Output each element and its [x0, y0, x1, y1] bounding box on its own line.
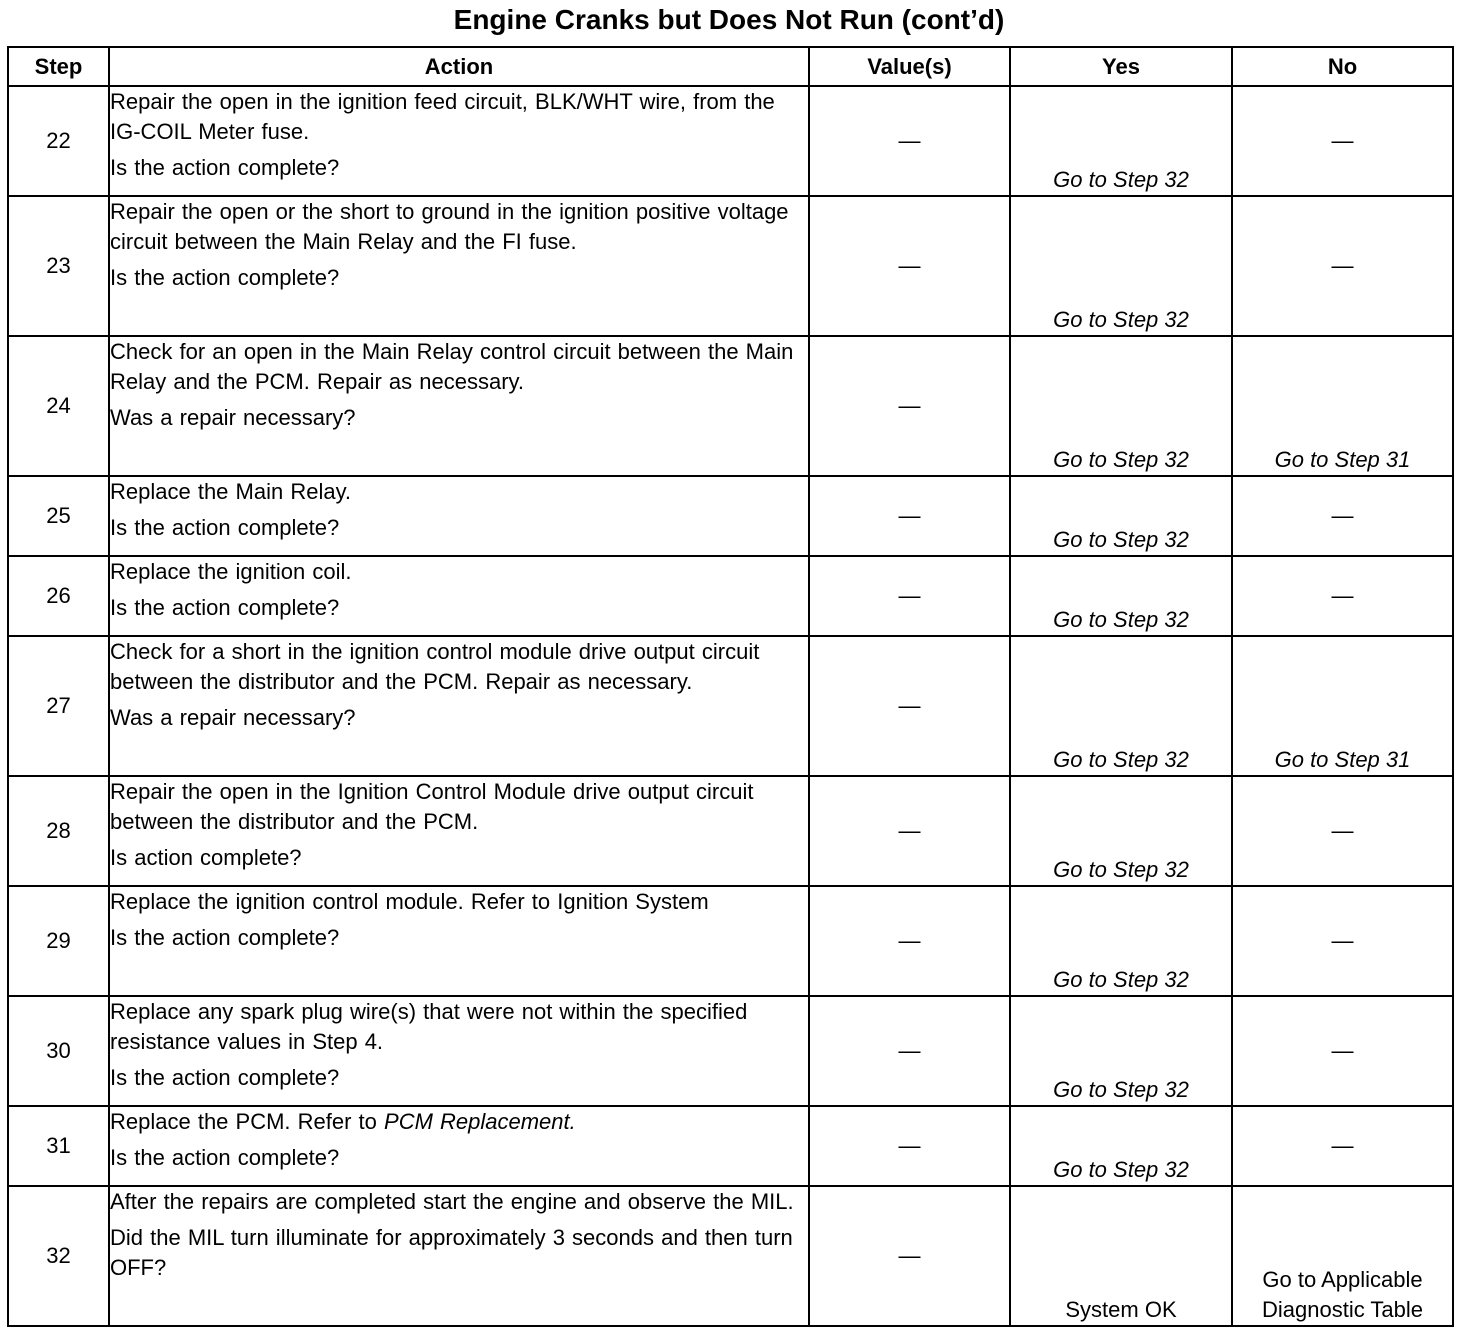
- yes-result: Go to Step 32: [1010, 636, 1232, 776]
- action-question: Was a repair necessary?: [110, 705, 356, 730]
- no-result: —: [1232, 476, 1453, 556]
- table-row: [8, 1106, 1453, 1186]
- action-instruction: Repair the open in the Ignition Control Module drive output circuit between the distributor and the PCM.: [110, 779, 754, 834]
- diagnostic-table: [7, 46, 1454, 1327]
- yes-result: System OK: [1010, 1186, 1232, 1326]
- action-instruction: Repair the open in the ignition feed circuit, BLK/WHT wire, from the IG-COIL Meter fuse.: [110, 89, 775, 144]
- action-question: Did the MIL turn illuminate for approximately 3 seconds and then turn OFF?: [110, 1225, 793, 1280]
- no-result: —: [1232, 776, 1453, 886]
- header-values: Value(s): [809, 47, 1010, 86]
- header-no: No: [1232, 47, 1453, 86]
- step-number: 27: [8, 636, 109, 776]
- table-row: [8, 636, 1453, 776]
- no-result: Go to Step 31: [1232, 336, 1453, 476]
- table-row: [8, 336, 1453, 476]
- yes-result: Go to Step 32: [1010, 886, 1232, 996]
- action-cell: [109, 636, 809, 776]
- header-action: Action: [109, 47, 809, 86]
- yes-result: Go to Step 32: [1010, 996, 1232, 1106]
- value-cell: —: [809, 1186, 1010, 1326]
- header-step: Step: [8, 47, 109, 86]
- page-title: Engine Cranks but Does Not Run (cont’d): [453, 4, 1005, 35]
- no-result: —: [1232, 556, 1453, 636]
- action-cell: [109, 556, 809, 636]
- step-number: 25: [8, 476, 109, 556]
- step-number: 22: [8, 86, 109, 196]
- action-question: Is the action complete?: [110, 1145, 340, 1170]
- value-cell: —: [809, 636, 1010, 776]
- table-row: [8, 86, 1453, 196]
- yes-result: Go to Step 32: [1010, 476, 1232, 556]
- action-question: Is the action complete?: [110, 265, 340, 290]
- header-yes: Yes: [1010, 47, 1232, 86]
- value-cell: —: [809, 86, 1010, 196]
- value-cell: —: [809, 996, 1010, 1106]
- table-row: [8, 196, 1453, 336]
- step-number: 30: [8, 996, 109, 1106]
- table-row: [8, 476, 1453, 556]
- no-result: —: [1232, 996, 1453, 1106]
- action-cell: [109, 476, 809, 556]
- action-cell: [109, 1106, 809, 1186]
- action-instruction: Check for an open in the Main Relay control circuit between the Main Relay and the PCM. Repair as necessary.: [110, 339, 794, 394]
- action-instruction: Replace the Main Relay.: [110, 479, 352, 504]
- action-cell: [109, 996, 809, 1106]
- pcm-replacement-reference: PCM Replacement.: [384, 1109, 576, 1134]
- yes-result: Go to Step 32: [1010, 776, 1232, 886]
- step-number: 29: [8, 886, 109, 996]
- action-question: Is the action complete?: [110, 925, 340, 950]
- step-number: 31: [8, 1106, 109, 1186]
- value-cell: —: [809, 336, 1010, 476]
- action-question: Is the action complete?: [110, 155, 340, 180]
- action-cell: [109, 336, 809, 476]
- value-cell: —: [809, 476, 1010, 556]
- table-row: [8, 996, 1453, 1106]
- action-question: Was a repair necessary?: [110, 405, 356, 430]
- action-cell: [109, 86, 809, 196]
- value-cell: —: [809, 886, 1010, 996]
- yes-result: Go to Step 32: [1010, 556, 1232, 636]
- action-cell: [109, 1186, 809, 1326]
- no-result: —: [1232, 1106, 1453, 1186]
- step-number: 32: [8, 1186, 109, 1326]
- yes-result: Go to Step 32: [1010, 196, 1232, 336]
- step-number: 23: [8, 196, 109, 336]
- action-question: Is the action complete?: [110, 515, 340, 540]
- table-row: [8, 556, 1453, 636]
- value-cell: —: [809, 776, 1010, 886]
- table-row: [8, 1186, 1453, 1326]
- action-instruction: Replace the ignition control module. Refer to Ignition System: [110, 889, 709, 914]
- yes-result: Go to Step 32: [1010, 336, 1232, 476]
- step-number: 26: [8, 556, 109, 636]
- no-result: Go to Applicable Diagnostic Table: [1232, 1186, 1453, 1326]
- action-instruction: After the repairs are completed start the engine and observe the MIL.: [110, 1189, 794, 1214]
- step-number: 28: [8, 776, 109, 886]
- action-instruction: [110, 1107, 808, 1137]
- action-question: Is the action complete?: [110, 1065, 340, 1090]
- action-question: Is the action complete?: [110, 595, 340, 620]
- value-cell: —: [809, 1106, 1010, 1186]
- action-cell: [109, 776, 809, 886]
- yes-result: Go to Step 32: [1010, 86, 1232, 196]
- action-question: Is action complete?: [110, 845, 302, 870]
- no-result: —: [1232, 886, 1453, 996]
- no-result: —: [1232, 196, 1453, 336]
- step-number: 24: [8, 336, 109, 476]
- table-header-row: [8, 47, 1453, 86]
- instruction-text: Replace the PCM. Refer to: [110, 1109, 385, 1134]
- value-cell: —: [809, 556, 1010, 636]
- action-cell: [109, 886, 809, 996]
- table-row: [8, 886, 1453, 996]
- action-cell: [109, 196, 809, 336]
- action-instruction: Replace the ignition coil.: [110, 559, 352, 584]
- no-result: —: [1232, 86, 1453, 196]
- yes-result: Go to Step 32: [1010, 1106, 1232, 1186]
- no-result: Go to Step 31: [1232, 636, 1453, 776]
- table-row: [8, 776, 1453, 886]
- value-cell: —: [809, 196, 1010, 336]
- action-instruction: Check for a short in the ignition control module drive output circuit between the distributor and the PCM. Repair as necessary.: [110, 639, 760, 694]
- action-instruction: Replace any spark plug wire(s) that were not within the specified resistance values in Step 4.: [110, 999, 748, 1054]
- action-instruction: Repair the open or the short to ground in the ignition positive voltage circuit between the Main Relay and the FI fuse.: [110, 199, 789, 254]
